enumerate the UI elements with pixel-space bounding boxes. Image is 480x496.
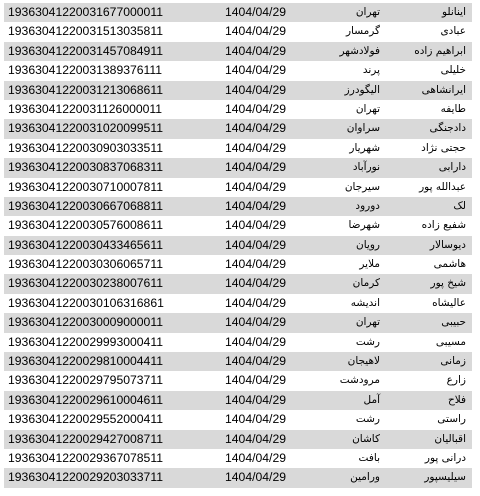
surname-cell: عالیشاه [432,296,466,309]
surname-cell: سیلیسپور [424,471,466,484]
records-table [4,3,472,488]
record-id-cell: 19363041220030106316861 [8,295,164,310]
date-cell: 1404/04/29 [225,237,286,252]
table-row [4,294,472,313]
date-cell: 1404/04/29 [225,412,286,427]
surname-cell: دیوسالار [429,238,466,251]
city-cell: تهران [355,102,380,115]
date-cell: 1404/04/29 [225,5,286,19]
city-cell: گرمسار [345,25,380,38]
date-cell: 1404/04/29 [225,160,286,175]
record-id-cell: 19363041220030009000011 [8,315,163,330]
table-row [4,410,472,429]
date-cell: 1404/04/29 [225,431,286,446]
table-row [4,255,472,274]
record-id-cell: 19363041220030306065711 [8,257,163,272]
surname-cell: زمانی [440,355,466,368]
record-id-cell: 19363041220029993000411 [8,334,163,349]
city-cell: دورود [355,199,380,212]
date-cell: 1404/04/29 [225,470,286,485]
table-row [4,3,472,22]
record-id-cell: 19363041220031020099511 [8,121,163,136]
surname-cell: طایفه [440,102,466,115]
surname-cell: عبدالله پور [419,180,466,193]
date-cell: 1404/04/29 [225,354,286,369]
table-row [4,81,472,100]
city-cell: الیگودرز [344,83,380,96]
city-cell: شهریار [349,141,380,154]
surname-cell: لک [453,199,466,212]
surname-cell: شیخ پور [430,277,466,290]
surname-cell: زارع [446,374,466,387]
record-id-cell: 19363041220031677000011 [8,5,163,19]
date-cell: 1404/04/29 [225,276,286,291]
table-row [4,119,472,138]
record-id-cell: 19363041220031126000011 [8,101,163,116]
record-id-cell: 19363041220030903033511 [8,140,163,155]
surname-cell: خلیلی [440,64,466,77]
city-cell: ورامین [350,471,380,484]
record-id-cell: 19363041220030710007811 [8,179,163,194]
city-cell: کاشان [352,432,380,445]
record-id-cell: 19363041220029552000411 [8,412,163,427]
city-cell: فولادشهر [339,44,380,57]
city-cell: نورآباد [352,161,380,174]
record-id-cell: 19363041220029610004611 [8,392,163,407]
city-cell: پرند [362,64,380,77]
table-row [4,352,472,371]
record-id-cell: 19363041220031389376111 [8,63,163,78]
table-row [4,42,472,61]
table-row [4,100,472,119]
record-id-cell: 19363041220030837068311 [8,160,163,175]
table-row [4,468,472,487]
table-row [4,197,472,216]
table-row [4,313,472,332]
city-cell: رویان [356,238,380,251]
table-row [4,139,472,158]
surname-cell: اقبالیان [434,432,466,445]
table-row [4,236,472,255]
record-id-cell: 19363041220031213068611 [8,82,163,97]
record-id-cell: 19363041220029810004411 [8,354,163,369]
date-cell: 1404/04/29 [225,450,286,465]
table-row [4,449,472,468]
date-cell: 1404/04/29 [225,43,286,58]
date-cell: 1404/04/29 [225,63,286,78]
record-id-cell: 19363041220029367078511 [8,450,163,465]
city-cell: اندیشه [350,296,380,309]
record-id-cell: 19363041220031457084911 [8,43,163,58]
table-row [4,391,472,410]
record-id-cell: 19363041220030433465611 [8,237,163,252]
city-cell: رشت [355,413,380,426]
table-row [4,216,472,235]
surname-cell: هاشمی [433,258,466,271]
table-row [4,22,472,41]
city-cell: آمل [363,393,380,406]
date-cell: 1404/04/29 [225,101,286,116]
city-cell: شهرضا [348,219,380,232]
surname-cell: ابراهیم زاده [414,44,466,57]
table-row [4,178,472,197]
city-cell: بافت [358,451,380,464]
table-row [4,430,472,449]
surname-cell: مسیبی [435,335,466,348]
date-cell: 1404/04/29 [225,24,286,39]
table-row [4,333,472,352]
surname-cell: فلاح [447,393,466,406]
record-id-cell: 19363041220029427008711 [8,431,163,446]
city-cell: کرمان [352,277,380,290]
record-id-cell: 19363041220031513035811 [8,24,163,39]
city-cell: لاهیجان [347,355,380,368]
surname-cell: درانی پور [424,451,466,464]
date-cell: 1404/04/29 [225,373,286,388]
city-cell: سراوان [346,122,380,135]
city-cell: مرودشت [339,374,380,387]
record-id-cell: 19363041220029203033711 [8,470,163,485]
city-cell: سیرجان [344,180,380,193]
city-cell: ملایر [359,258,380,271]
surname-cell: حجتی نژاد [421,141,466,154]
record-id-cell: 19363041220030238007611 [8,276,163,291]
surname-cell: حبیبی [441,316,466,329]
surname-cell: شفیع زاده [421,219,466,232]
date-cell: 1404/04/29 [225,198,286,213]
date-cell: 1404/04/29 [225,295,286,310]
date-cell: 1404/04/29 [225,257,286,272]
record-id-cell: 19363041220030667068811 [8,198,163,213]
date-cell: 1404/04/29 [225,334,286,349]
date-cell: 1404/04/29 [225,315,286,330]
table-row [4,158,472,177]
date-cell: 1404/04/29 [225,218,286,233]
surname-cell: دادجنگی [429,122,466,135]
city-cell: تهران [355,316,380,329]
surname-cell: ایرانشاهی [421,83,466,96]
record-id-cell: 19363041220029795073711 [8,373,163,388]
surname-cell: راستی [437,413,466,426]
date-cell: 1404/04/29 [225,140,286,155]
city-cell: رشت [355,335,380,348]
date-cell: 1404/04/29 [225,121,286,136]
table-row [4,371,472,390]
surname-cell: عبادی [440,25,466,38]
table-row [4,61,472,80]
date-cell: 1404/04/29 [225,82,286,97]
surname-cell: اینانلو [441,6,466,18]
surname-cell: دارابی [438,161,466,174]
city-cell: تهران [355,6,380,18]
table-row [4,274,472,293]
date-cell: 1404/04/29 [225,179,286,194]
record-id-cell: 19363041220030576008611 [8,218,163,233]
date-cell: 1404/04/29 [225,392,286,407]
